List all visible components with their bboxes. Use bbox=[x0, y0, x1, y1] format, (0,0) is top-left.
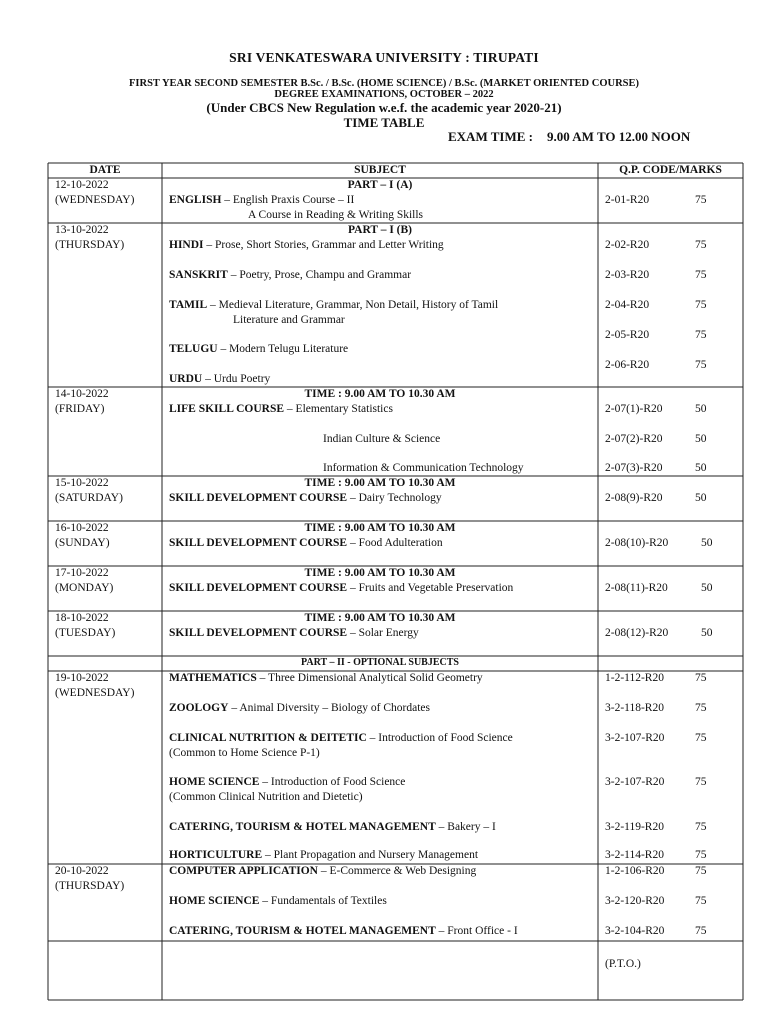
section-heading: TIME : 9.00 AM TO 10.30 AM bbox=[304, 612, 456, 624]
subject-name: COMPUTER APPLICATION bbox=[169, 865, 318, 877]
university-title: SRI VENKATESWARA UNIVERSITY : TIRUPATI bbox=[229, 50, 539, 65]
subject-dash: – bbox=[265, 849, 271, 861]
subject-name: HOME SCIENCE bbox=[169, 895, 260, 907]
subject-dash: – bbox=[369, 732, 376, 744]
qp-code: 2-07(1)-R20 bbox=[605, 403, 663, 415]
subject-entry bbox=[169, 701, 430, 715]
subject-entry bbox=[169, 671, 483, 685]
marks: 75 bbox=[695, 329, 707, 341]
subject-dash: – bbox=[206, 239, 213, 251]
subject-dash: – bbox=[286, 403, 293, 415]
subject-entry bbox=[169, 864, 476, 878]
subject-dash: – bbox=[349, 537, 356, 549]
subject-entry bbox=[169, 731, 513, 745]
marks: 75 bbox=[695, 776, 707, 788]
marks: 50 bbox=[695, 462, 707, 474]
subject-name: SKILL DEVELOPMENT COURSE bbox=[169, 627, 350, 639]
subject-name: CATERING, TOURISM & HOTEL MANAGEMENT bbox=[169, 925, 436, 937]
subject-dash: – bbox=[349, 582, 356, 594]
subject-name: SKILL DEVELOPMENT COURSE bbox=[169, 492, 350, 504]
subject-name: ZOOLOGY bbox=[169, 702, 229, 714]
marks: 50 bbox=[695, 403, 707, 415]
subject-entry bbox=[169, 581, 513, 595]
subject-description-cont: (Common Clinical Nutrition and Dietetic) bbox=[169, 791, 363, 803]
marks: 75 bbox=[695, 239, 707, 251]
subject-dash: – bbox=[349, 627, 356, 639]
subject-entry bbox=[169, 626, 419, 640]
subject-entry bbox=[169, 820, 496, 834]
exam-day: (MONDAY) bbox=[55, 582, 114, 594]
subject-name: TELUGU bbox=[169, 343, 218, 355]
column-header-date: DATE bbox=[89, 164, 121, 176]
marks: 50 bbox=[701, 582, 713, 594]
subject-entry bbox=[169, 402, 393, 416]
exam-date: 17-10-2022 bbox=[55, 567, 109, 579]
subject-name: TAMIL bbox=[169, 299, 208, 311]
exam-day: (WEDNESDAY) bbox=[55, 194, 135, 206]
subject-name: CLINICAL NUTRITION & DEITETIC bbox=[169, 732, 367, 744]
exam-time-value: 9.00 AM TO 12.00 NOON bbox=[546, 129, 691, 144]
subject-description: Indian Culture & Science bbox=[323, 433, 441, 445]
marks: 50 bbox=[701, 537, 713, 549]
qp-code: 3-2-104-R20 bbox=[605, 925, 665, 937]
subject-description: Urdu Poetry bbox=[213, 373, 271, 385]
section-heading: TIME : 9.00 AM TO 10.30 AM bbox=[304, 522, 456, 534]
subject-name: LIFE SKILL COURSE bbox=[169, 403, 285, 415]
subject-name: SANSKRIT bbox=[169, 269, 228, 281]
qp-code: 2-01-R20 bbox=[605, 194, 650, 206]
qp-code: 3-2-107-R20 bbox=[605, 732, 665, 744]
marks: 75 bbox=[695, 194, 707, 206]
subject-entry bbox=[169, 268, 411, 282]
qp-code: 2-06-R20 bbox=[605, 359, 650, 371]
subject-description: Introduction of Food Science bbox=[378, 732, 513, 744]
subject-description: Food Adulteration bbox=[358, 537, 443, 549]
subject-description: Medieval Literature, Grammar, Non Detail, History of Tamil bbox=[218, 299, 499, 311]
subject-name: HOME SCIENCE bbox=[169, 776, 260, 788]
subject-entry bbox=[169, 238, 444, 252]
subject-description: Information & Communication Technology bbox=[323, 462, 524, 474]
marks: 50 bbox=[695, 433, 707, 445]
qp-code: 2-04-R20 bbox=[605, 299, 650, 311]
marks: 75 bbox=[695, 732, 707, 744]
exam-date: 13-10-2022 bbox=[55, 224, 109, 236]
exam-day: (SUNDAY) bbox=[55, 537, 110, 549]
subject-description: Three Dimensional Analytical Solid Geometry bbox=[268, 672, 483, 684]
subject-entry bbox=[169, 372, 270, 386]
subject-description: Poetry, Prose, Champu and Grammar bbox=[239, 269, 412, 281]
subject-description: Modern Telugu Literature bbox=[229, 343, 349, 355]
regulation-note: (Under CBCS New Regulation w.e.f. the academic year 2020-21) bbox=[206, 100, 562, 115]
qp-code: 2-05-R20 bbox=[605, 329, 650, 341]
subject-description: Fundamentals of Textiles bbox=[270, 895, 387, 907]
marks: 75 bbox=[695, 299, 707, 311]
qp-code: 2-08(12)-R20 bbox=[605, 627, 669, 639]
subject-entry bbox=[169, 342, 348, 356]
exam-date: 12-10-2022 bbox=[55, 179, 109, 191]
subject-description: E-Commerce & Web Designing bbox=[329, 865, 477, 877]
subject-entry bbox=[169, 848, 478, 862]
exam-date: 20-10-2022 bbox=[55, 865, 109, 877]
marks: 75 bbox=[695, 925, 707, 937]
subject-dash: – bbox=[262, 776, 269, 788]
qp-code: 2-07(2)-R20 bbox=[605, 433, 663, 445]
subject-dash: – bbox=[220, 343, 227, 355]
subject-name: HORTICULTURE bbox=[169, 849, 263, 861]
marks: 75 bbox=[695, 895, 707, 907]
subject-description: Plant Propagation and Nursery Management bbox=[273, 849, 479, 861]
section-heading: PART – I (B) bbox=[347, 224, 413, 236]
exam-day: (FRIDAY) bbox=[55, 403, 105, 415]
qp-code: 3-2-119-R20 bbox=[605, 821, 664, 833]
exam-date: 15-10-2022 bbox=[55, 477, 109, 489]
marks: 75 bbox=[695, 865, 707, 877]
subject-dash: – bbox=[224, 194, 231, 206]
subject-dash: – bbox=[231, 702, 238, 714]
subject-entry bbox=[169, 775, 405, 789]
qp-code: 3-2-107-R20 bbox=[605, 776, 665, 788]
subject-name: SKILL DEVELOPMENT COURSE bbox=[169, 537, 350, 549]
subject-name: HINDI bbox=[169, 239, 204, 251]
qp-code: 2-07(3)-R20 bbox=[605, 462, 663, 474]
subject-name: MATHEMATICS bbox=[169, 672, 257, 684]
subject-description: Front Office - I bbox=[447, 925, 518, 937]
column-header-qp-code: Q.P. CODE/MARKS bbox=[619, 164, 722, 176]
subject-name: CATERING, TOURISM & HOTEL MANAGEMENT bbox=[169, 821, 436, 833]
exam-day: (SATURDAY) bbox=[55, 492, 123, 504]
subject-description-cont: A Course in Reading & Writing Skills bbox=[248, 209, 424, 221]
subject-entry bbox=[169, 536, 443, 550]
subject-dash: – bbox=[349, 492, 356, 504]
subject-entry bbox=[169, 193, 354, 207]
marks: 75 bbox=[695, 672, 707, 684]
subject-description: Fruits and Vegetable Preservation bbox=[358, 582, 514, 594]
exam-day: (THURSDAY) bbox=[55, 239, 125, 251]
qp-code: 2-03-R20 bbox=[605, 269, 650, 281]
subject-dash: – bbox=[230, 269, 237, 281]
subject-description-cont: Literature and Grammar bbox=[233, 314, 345, 326]
qp-code: 3-2-118-R20 bbox=[605, 702, 664, 714]
part2-heading: PART – II - OPTIONAL SUBJECTS bbox=[301, 657, 459, 668]
subject-name: ENGLISH bbox=[169, 194, 222, 206]
marks: 75 bbox=[695, 821, 707, 833]
subject-dash: – bbox=[438, 925, 445, 937]
subject-description: Solar Energy bbox=[358, 627, 419, 639]
subject-description: Introduction of Food Science bbox=[270, 776, 406, 788]
column-header-subject: SUBJECT bbox=[354, 164, 406, 176]
qp-code: 3-2-120-R20 bbox=[605, 895, 665, 907]
subject-entry bbox=[169, 491, 442, 505]
qp-code: 1-2-106-R20 bbox=[605, 865, 665, 877]
marks: 75 bbox=[695, 269, 707, 281]
qp-code: 2-08(11)-R20 bbox=[605, 582, 668, 594]
exam-time-label: EXAM TIME : bbox=[448, 129, 533, 144]
exam-title-line1: FIRST YEAR SECOND SEMESTER B.Sc. / B.Sc. (HOME SCIENCE) / B.Sc. (MARKET ORIENTED COURSE) bbox=[128, 78, 639, 89]
timetable-title: TIME TABLE bbox=[343, 115, 425, 130]
subject-name: URDU bbox=[169, 373, 203, 385]
subject-description: English Praxis Course – II bbox=[232, 194, 355, 206]
pto-note: (P.T.O.) bbox=[605, 958, 641, 970]
subject-dash: – bbox=[262, 895, 269, 907]
subject-description-cont: (Common to Home Science P-1) bbox=[169, 747, 320, 759]
qp-code: 1-2-112-R20 bbox=[605, 672, 664, 684]
section-heading: PART – I (A) bbox=[347, 179, 413, 191]
marks: 75 bbox=[695, 359, 707, 371]
exam-date: 19-10-2022 bbox=[55, 672, 109, 684]
section-heading: TIME : 9.00 AM TO 10.30 AM bbox=[304, 477, 456, 489]
subject-dash: – bbox=[205, 373, 211, 385]
subject-description: Bakery – I bbox=[447, 821, 496, 833]
subject-entry bbox=[169, 894, 387, 908]
exam-day: (THURSDAY) bbox=[55, 880, 125, 892]
subject-dash: – bbox=[320, 865, 327, 877]
exam-day: (WEDNESDAY) bbox=[55, 687, 135, 699]
section-heading: TIME : 9.00 AM TO 10.30 AM bbox=[304, 388, 456, 400]
marks: 75 bbox=[695, 702, 707, 714]
exam-date: 18-10-2022 bbox=[55, 612, 109, 624]
qp-code: 2-02-R20 bbox=[605, 239, 650, 251]
subject-description: Dairy Technology bbox=[358, 492, 442, 504]
exam-date: 14-10-2022 bbox=[55, 388, 109, 400]
subject-entry bbox=[323, 432, 440, 446]
qp-code: 3-2-114-R20 bbox=[605, 849, 664, 861]
exam-day: (TUESDAY) bbox=[55, 627, 116, 639]
subject-entry bbox=[323, 461, 524, 475]
subject-dash: – bbox=[438, 821, 445, 833]
marks: 75 bbox=[695, 849, 707, 861]
section-heading: TIME : 9.00 AM TO 10.30 AM bbox=[304, 567, 456, 579]
subject-entry bbox=[169, 298, 498, 312]
qp-code: 2-08(9)-R20 bbox=[605, 492, 663, 504]
marks: 50 bbox=[701, 627, 713, 639]
subject-description: Elementary Statistics bbox=[295, 403, 393, 415]
subject-dash: – bbox=[259, 672, 266, 684]
qp-code: 2-08(10)-R20 bbox=[605, 537, 669, 549]
exam-date: 16-10-2022 bbox=[55, 522, 109, 534]
subject-name: SKILL DEVELOPMENT COURSE bbox=[169, 582, 350, 594]
marks: 50 bbox=[695, 492, 707, 504]
subject-entry bbox=[169, 924, 518, 938]
exam-title-line2: DEGREE EXAMINATIONS, OCTOBER – 2022 bbox=[274, 89, 494, 100]
subject-description: Animal Diversity – Biology of Chordates bbox=[239, 702, 431, 714]
subject-dash: – bbox=[210, 299, 216, 311]
subject-description: Prose, Short Stories, Grammar and Letter Writing bbox=[215, 239, 444, 251]
